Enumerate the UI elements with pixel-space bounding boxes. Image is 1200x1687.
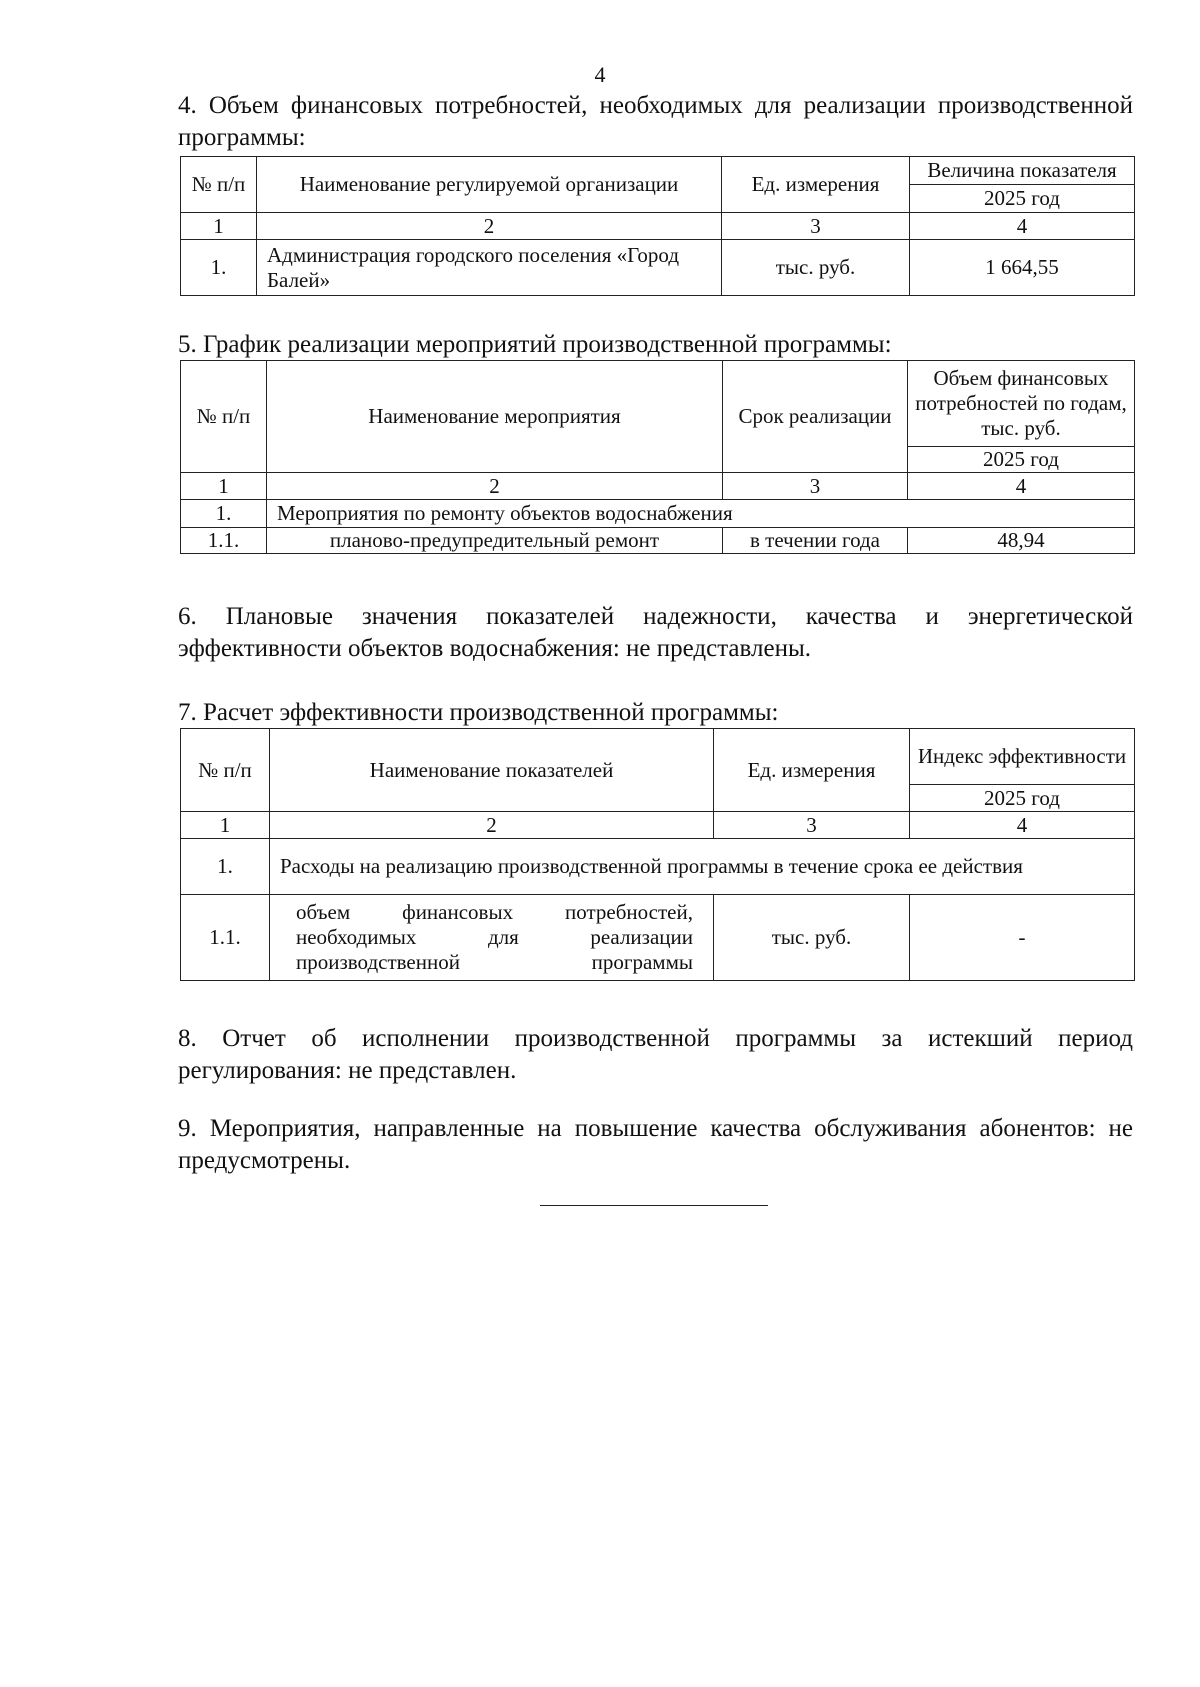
- column-index: 3: [723, 473, 908, 500]
- row-organization-name: Администрация городского поселения «Город Балей»: [257, 240, 722, 296]
- row-num: 1.1.: [181, 895, 270, 981]
- group-row: [181, 500, 1135, 528]
- row-value: 1 664,55: [910, 240, 1135, 296]
- header-year: 2025 год: [910, 185, 1135, 213]
- header-financial-volume: Объем финансовых потребностей по годам, тыс. руб.: [908, 361, 1135, 447]
- events-schedule-table: [180, 360, 1135, 554]
- table-row: [181, 895, 1135, 981]
- group-row-label: Расходы на реализацию производственной программы в течение срока ее действия: [270, 839, 1135, 895]
- column-index: 3: [722, 213, 910, 240]
- section-7-heading: 7. Расчет эффективности производственной программы:: [178, 699, 779, 726]
- header-year: 2025 год: [908, 447, 1135, 473]
- header-num: № п/п: [181, 157, 257, 213]
- row-term: в течении года: [723, 528, 908, 554]
- section-5-heading: 5. График реализации мероприятий производственной программы:: [178, 331, 892, 358]
- column-index: 4: [910, 812, 1135, 839]
- header-indicator-name: Наименование показателей: [270, 729, 714, 812]
- header-year: 2025 год: [910, 785, 1135, 812]
- header-num: № п/п: [181, 361, 267, 473]
- header-efficiency-index: Индекс эффективности: [910, 729, 1135, 785]
- efficiency-table: [180, 728, 1135, 981]
- column-index: 1: [181, 473, 267, 500]
- row-value: 48,94: [908, 528, 1135, 554]
- column-index: 2: [257, 213, 722, 240]
- section-4-heading: 4. Объем финансовых потребностей, необходимых для реализации производственной программы:: [178, 92, 1133, 151]
- header-unit: Ед. измерения: [714, 729, 910, 812]
- header-term: Срок реализации: [723, 361, 908, 473]
- group-row: [181, 839, 1135, 895]
- section-6-text: 6. Плановые значения показателей надежности, качества и энергетической эффективности объектов водоснабжения: не представлены.: [178, 603, 1133, 662]
- row-indicator-name: объем финансовых потребностей, необходимых для реализации производственной программы: [270, 895, 714, 981]
- column-index-row: [181, 213, 1135, 240]
- group-row-num: 1.: [181, 839, 270, 895]
- table-row: [181, 240, 1135, 296]
- header-num: № п/п: [181, 729, 270, 812]
- column-index-row: [181, 812, 1135, 839]
- financial-needs-table: [180, 156, 1135, 296]
- column-index: 3: [714, 812, 910, 839]
- section-8-text: 8. Отчет об исполнении производственной программы за истекший период регулирования: не представлен.: [178, 1025, 1133, 1084]
- row-value: -: [910, 895, 1135, 981]
- row-unit: тыс. руб.: [722, 240, 910, 296]
- table-row: [181, 528, 1135, 554]
- header-unit: Ед. измерения: [722, 157, 910, 213]
- column-index: 2: [267, 473, 723, 500]
- header-indicator-value: Величина показателя: [910, 157, 1135, 185]
- row-unit: тыс. руб.: [714, 895, 910, 981]
- column-index: 1: [181, 812, 270, 839]
- header-event-name: Наименование мероприятия: [267, 361, 723, 473]
- section-9-text: 9. Мероприятия, направленные на повышение качества обслуживания абонентов: не предусмотрены.: [178, 1115, 1133, 1174]
- row-num: 1.: [181, 240, 257, 296]
- column-index: 1: [181, 213, 257, 240]
- column-index: 4: [910, 213, 1135, 240]
- column-index: 2: [270, 812, 714, 839]
- group-row-label: Мероприятия по ремонту объектов водоснабжения: [267, 500, 1135, 528]
- column-index: 4: [908, 473, 1135, 500]
- page-number: 4: [594, 62, 606, 87]
- header-organization-name: Наименование регулируемой организации: [257, 157, 722, 213]
- row-event-name: планово-предупредительный ремонт: [267, 528, 723, 554]
- group-row-num: 1.: [181, 500, 267, 528]
- column-index-row: [181, 473, 1135, 500]
- closing-rule: [540, 1205, 768, 1206]
- row-num: 1.1.: [181, 528, 267, 554]
